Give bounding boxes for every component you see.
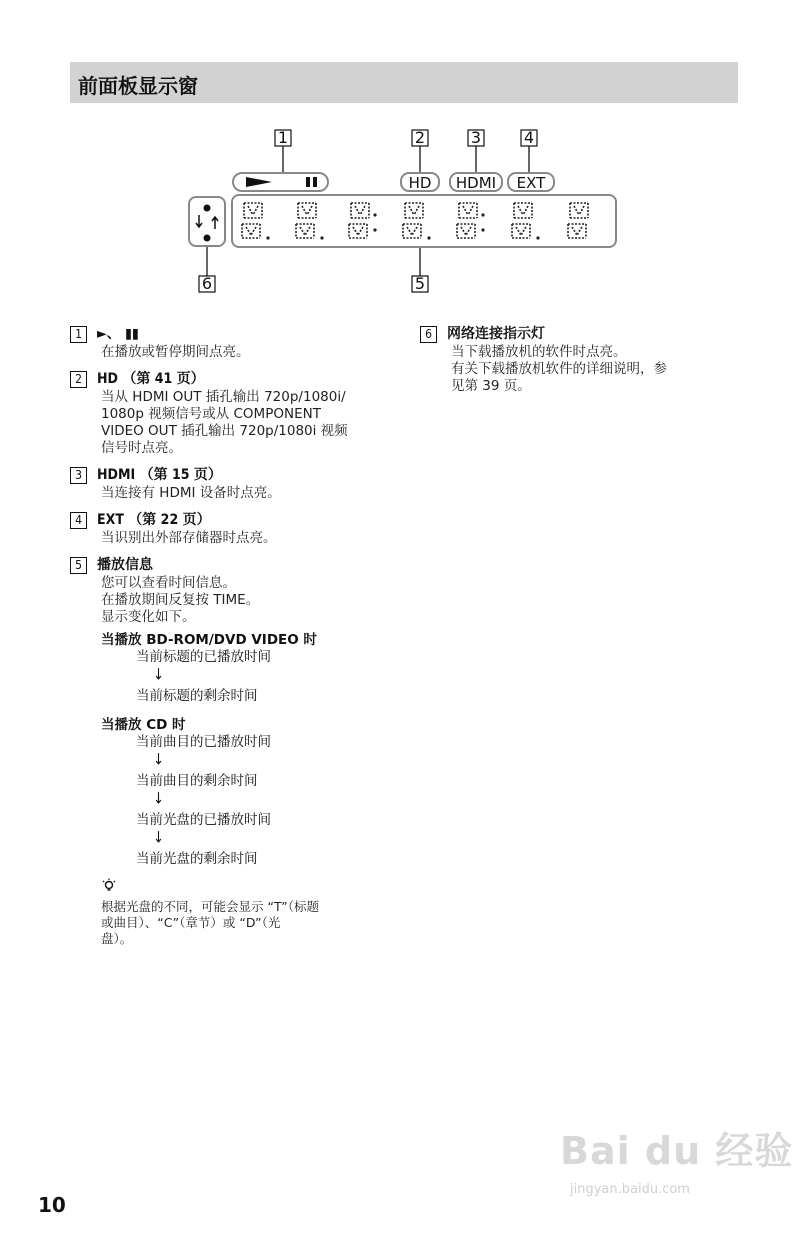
item-description: 当连接有 HDMI 设备时点亮。: [101, 485, 281, 501]
item-title: 网络连接指示灯: [447, 325, 545, 342]
bd-section-title: 当播放 BD-ROM/DVD VIDEO 时: [101, 632, 317, 648]
item-title: HD （第 41 页）: [97, 370, 205, 387]
hdmi-label: HDMI: [455, 174, 497, 192]
flow-step: 当前标题的剩余时间: [136, 688, 258, 704]
network-dot-top: [204, 205, 211, 212]
separator-colon-top: [373, 213, 376, 216]
separator-dot: [266, 236, 269, 239]
item-6: [420, 324, 750, 395]
item-4: [70, 510, 400, 547]
watermark-url: jingyan.baidu.com: [570, 1182, 690, 1197]
play-icon: [246, 177, 272, 187]
left-column: [70, 324, 400, 955]
flow-step: 当前光盘的已播放时间: [136, 812, 271, 828]
callout-label-6: 6: [201, 274, 213, 293]
flow-step: 当前曲目的剩余时间: [136, 773, 258, 789]
down-arrow-icon: ↓: [153, 790, 164, 809]
item-3: [70, 465, 400, 502]
item-description: 您可以查看时间信息。 在播放期间反复按 TIME。 显示变化如下。: [101, 575, 260, 625]
flow-step: 当前光盘的剩余时间: [136, 851, 258, 867]
right-column: [420, 324, 750, 403]
pause-icon-bar-left: [306, 177, 310, 187]
callout-label-3: 3: [470, 128, 482, 147]
item-description: 在播放或暂停期间点亮。: [101, 344, 250, 360]
item-number: 2: [70, 371, 87, 388]
separator-dot: [320, 236, 323, 239]
down-arrow-icon: ↓: [153, 829, 164, 848]
bd-flow: [136, 649, 400, 705]
lightbulb-icon: [101, 878, 400, 897]
separator-colon-bottom: [481, 228, 484, 231]
front-panel-diagram: [0, 0, 798, 310]
digit-4: [403, 203, 423, 238]
item-title: EXT （第 22 页）: [97, 511, 211, 528]
section-title: 前面板显示窗: [78, 74, 198, 98]
down-arrow-icon: ↓: [153, 751, 164, 770]
watermark-brand: Bai du 经验: [560, 1129, 794, 1173]
digit-2: [296, 203, 316, 238]
ext-label: EXT: [516, 174, 546, 192]
callout-label-1: 1: [277, 128, 289, 147]
item-number: 3: [70, 467, 87, 484]
item-number: 1: [70, 326, 87, 343]
separator-colon-bottom: [373, 228, 376, 231]
separator-colon-top: [481, 213, 484, 216]
callout-label-4: 4: [523, 128, 535, 147]
cd-section-title: 当播放 CD 时: [101, 717, 186, 733]
digit-3: [349, 203, 369, 238]
item-description: 当从 HDMI OUT 插孔输出 720p/1080i/ 1080p 视频信号或从 COMPONENT VIDEO OUT 插孔输出 720p/1080i 视频 信号时点亮。: [101, 389, 348, 456]
item-number: 4: [70, 512, 87, 529]
item-description: 当识别出外部存储器时点亮。: [101, 530, 277, 546]
digit-6: [512, 203, 532, 238]
callout-label-2: 2: [414, 128, 426, 147]
item-1: [70, 324, 400, 361]
tip-text: 根据光盘的不同，可能会显示 “T”（标题 或曲目）、“C”（章节）或 “D”（光 盘）。: [101, 899, 320, 946]
callout-label-5: 5: [414, 274, 426, 293]
cd-flow: [136, 734, 400, 868]
separator-dot: [427, 236, 430, 239]
digit-7: [568, 203, 588, 238]
segment-digits: [242, 203, 588, 238]
item-5: [70, 555, 400, 947]
digit-1: [242, 203, 262, 238]
network-down-arrow-icon: [196, 215, 202, 227]
page-number: 10: [38, 1193, 66, 1217]
item-title: HDMI （第 15 页）: [97, 466, 222, 483]
item-title: 播放信息: [97, 556, 153, 573]
hd-label: HD: [408, 174, 432, 192]
digit-5: [457, 203, 477, 238]
item-number: 6: [420, 326, 437, 343]
segment-display: [232, 195, 616, 247]
down-arrow-icon: ↓: [153, 666, 164, 685]
item-2: [70, 369, 400, 457]
separator-dot: [536, 236, 539, 239]
item-description: 当下载播放机的软件时点亮。 有关下载播放机软件的详细说明，参 见第 39 页。: [451, 344, 667, 394]
item-title: ►、 ▮▮: [97, 325, 139, 342]
network-up-arrow-icon: [212, 217, 218, 229]
pause-icon-bar-right: [313, 177, 317, 187]
flow-step: 当前曲目的已播放时间: [136, 734, 271, 750]
flow-step: 当前标题的已播放时间: [136, 649, 271, 665]
network-dot-bottom: [204, 235, 211, 242]
item-number: 5: [70, 557, 87, 574]
watermark: [560, 1120, 794, 1197]
